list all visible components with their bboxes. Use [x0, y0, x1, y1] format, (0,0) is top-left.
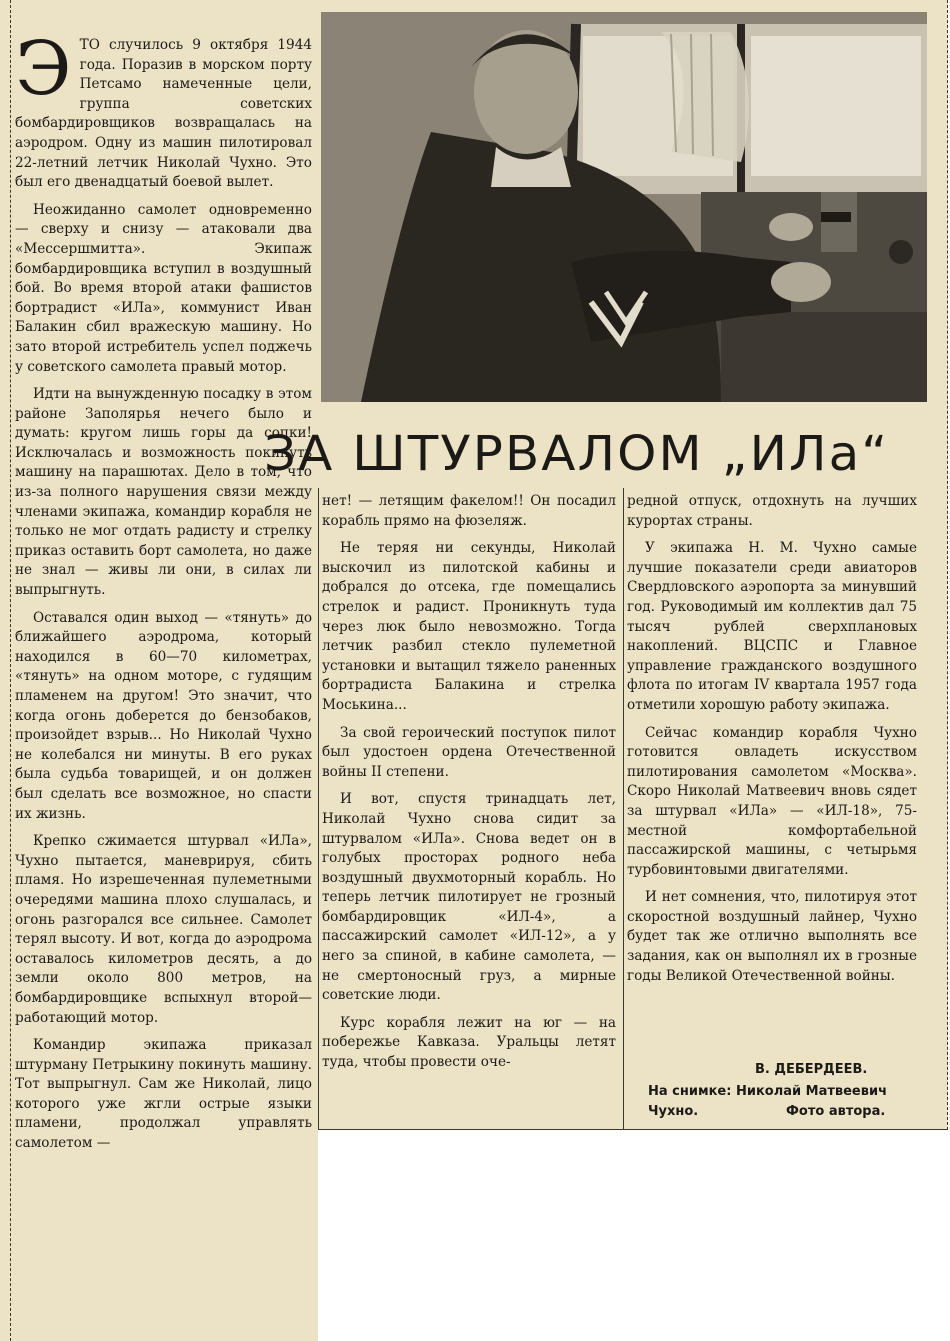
- right-edge-rule: [947, 0, 949, 1130]
- paragraph: И вот, спустя тринадцать лет, Николай Чухно снова сидит за штурвалом «ИЛа». Снова ведет он в голубых просторах родного неба воздушный двухмоторный корабль. Но теперь летчик пилотирует не грозный бомбардировщик «ИЛ-4», а пассажирский самолет «ИЛ-12», а у него за спиной, в кабине самолета, — не смертоносный груз, а мирные советские люди.: [322, 791, 616, 1004]
- article-column-3: [627, 492, 917, 1057]
- lead-paragraph: [15, 36, 312, 193]
- paragraph: редной отпуск, отдохнуть на лучших курортах страны.: [627, 493, 917, 529]
- paragraph: Сейчас командир корабля Чухно готовится овладеть искусством пилотирования самолетом «Москва». Скоро Николай Матвеевич вновь сядет за штурвал «ИЛа» — «ИЛ-18», 75-местной комфортабельной пассажирской машины, с четырьмя турбовинтовыми двигателями.: [627, 724, 917, 878]
- paragraph: Идти на вынужденную посадку в этом районе Заполярья нечего было и думать: кругом лишь горы да сопки! Исключалась и возможность покинуть машину на парашютах. Дело в том, что из-за полного нарушения связи между членами экипажа, командир корабля не только не мог отдать радисту и стрелку приказ оставить борт самолета, но даже не знал — живы ли они, в силах ли выпрыгнуть.: [15, 386, 312, 599]
- photo-caption: На снимке: Николай Матвеевич Чухно.: [648, 1084, 888, 1119]
- column-rule-1: [318, 488, 319, 1129]
- paragraph: нет! — летящим факелом!! Он посадил корабль прямо на фюзеляж.: [322, 493, 616, 529]
- column-rule-2: [623, 488, 624, 1129]
- author-signature: В. ДЕБЕРДЕЕВ.: [755, 1062, 868, 1077]
- paragraph: Курс корабля лежит на юг — на побережье Кавказа. Уральцы летят туда, чтобы провести оче-: [322, 1014, 616, 1071]
- lead-text: ТО случилось 9 октября 1944 года. Поразив в морском порту Петсамо намеченные цели, группа советских бомбардировщиков возвращалась на аэродром. Одну из машин пилотировал 22-летний летчик Николай Чухно. Это был его двенадцатый боевой вылет.: [15, 37, 312, 191]
- paragraph: Крепко сжимается штурвал «ИЛа», Чухно пытается, маневрируя, сбить пламя. Но изрешеченная пулеметными очередями машина плохо слушалась, и огонь разгорался все сильнее. Самолет терял высоту. И вот, когда до аэродрома оставалось километров десять, а до земли около 800 метров, на бомбардировщике вспыхнул второй—работающий мотор.: [15, 833, 312, 1026]
- paragraph: Оставался один выход — «тянуть» до ближайшего аэродрома, который находился в 60—70 километрах, «тянуть» на одном моторе, с гудящим пламенем на другом! Это значит, что когда огонь доберется до бензобаков, произойдет взрыв... Но Николай Чухно не колебался ни минуты. В его руках была судьба товарищей, и он должен был сделать все возможное, но спасти их жизнь.: [15, 609, 312, 822]
- article-column-1: [15, 36, 312, 1326]
- drop-cap: Э: [15, 36, 72, 112]
- headline: ЗА ШТУРВАЛОМ „ИЛа“: [264, 426, 890, 482]
- paragraph: За свой героический поступок пилот был удостоен ордена Отечественной войны II степени.: [322, 724, 616, 780]
- paragraph: И нет сомнения, что, пилотируя этот скоростной воздушный лайнер, Чухно будет так же отлично выполнять все задания, как он выполнял их в грозные годы Великой Отечественной войны.: [627, 889, 917, 984]
- bottom-rule: [318, 1129, 948, 1130]
- paragraph: Неожиданно самолет одновременно — сверху и снизу — атаковали два «Мессершмитта». Экипаж бомбардировщика вступил в воздушный бой. Во время второй атаки фашистов бортрадист «ИЛа», коммунист Иван Балакин сбил вражескую машину. Но зато второй истребитель успел поджечь у советского самолета правый мотор.: [15, 201, 312, 375]
- column-rule-left-edge: [10, 0, 12, 1341]
- paragraph: У экипажа Н. М. Чухно самые лучшие показатели среди авиаторов Свердловского аэропорта за минувший год. Руководимый им коллектив дал 75 тысяч рублей сверхплановых накоплений. ВЦСПС и Главное управление гражданского воздушного флота по итогам IV квартала 1957 года отметили хорошую работу экипажа.: [627, 540, 917, 713]
- paragraph: Командир экипажа приказал штурману Петрыкину покинуть машину. Тот выпрыгнул. Сам же Николай, лицо которого уже жгли острые языки пламени, продолжал управлять самолетом —: [15, 1037, 312, 1152]
- pilot-photo: [321, 12, 927, 402]
- article-column-2: [322, 492, 616, 1122]
- photo-credit: Фото автора.: [786, 1104, 886, 1119]
- paragraph: Не теряя ни секунды, Николай выскочил из пилотской кабины и добрался до отсека, где помещались стрелок и радист. Проникнуть туда через люк было невозможно. Тогда летчик разбил стекло пулеметной установки и вытащил тяжело раненных бортрадиста Балакина и стрелка Моськина...: [322, 540, 616, 713]
